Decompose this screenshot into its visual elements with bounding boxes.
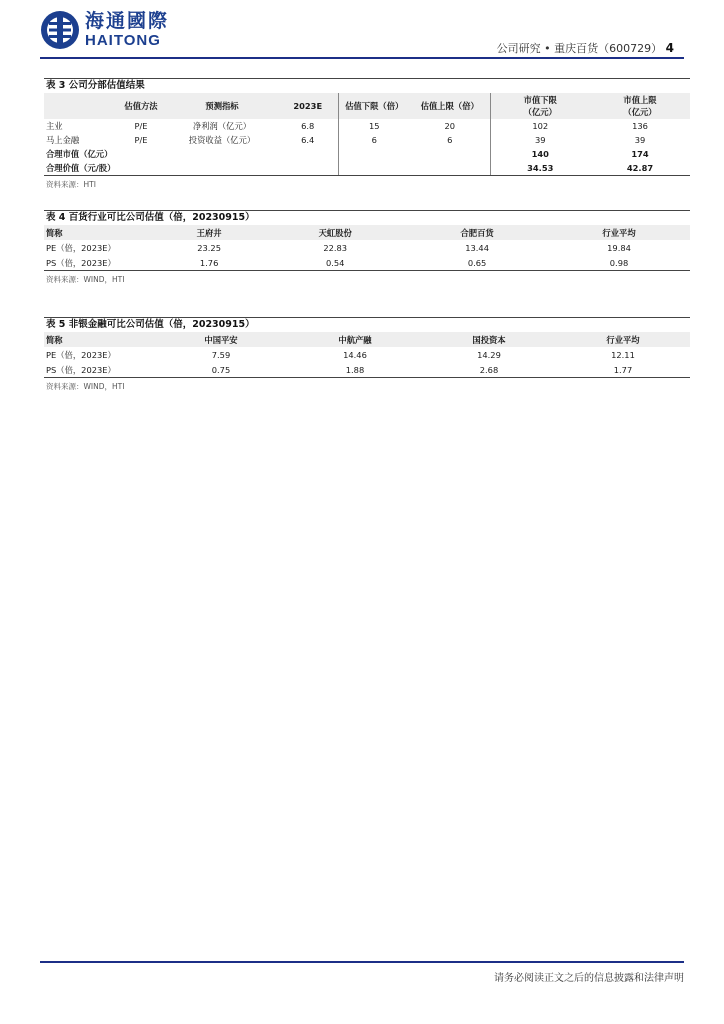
table4-header-cell: 合肥百货 — [460, 227, 494, 238]
table-cell: 0.98 — [548, 255, 690, 271]
table-row — [44, 362, 690, 378]
logo-en-text: HAITONG — [85, 32, 161, 49]
report-type: 公司研究 • 重庆百货（600729） — [496, 42, 663, 55]
table5-header-cell: 中国平安 — [204, 334, 238, 345]
table4-source: 资料来源：WIND，HTI — [46, 275, 125, 284]
table-cell: 13.44 — [465, 242, 489, 253]
fair-market-cap-low: 140 — [490, 147, 590, 161]
table-cell: PE（倍，2023E） — [46, 349, 116, 360]
table-row — [44, 133, 690, 147]
table-cell: 1.77 — [556, 362, 690, 378]
table-row — [44, 255, 690, 271]
table5-header-cell: 国投资本 — [472, 334, 506, 345]
table4-header-cell: 行业平均 — [602, 227, 636, 238]
table3-title: 表 3 公司分部估值结果 — [46, 80, 145, 91]
table-cell: 6.4 — [301, 135, 315, 145]
table-cell: 6.8 — [301, 121, 315, 131]
fair-price-label: 合理价值（元/股） — [44, 161, 338, 176]
header-divider — [40, 57, 684, 59]
table5-header-cell: 行业平均 — [606, 334, 640, 345]
table-cell: 2.68 — [422, 362, 556, 378]
table4 — [44, 225, 690, 271]
table5 — [44, 332, 690, 378]
table-cell: 0.54 — [264, 255, 406, 271]
table-cell: 15 — [338, 119, 410, 133]
table-cell: 1.76 — [154, 255, 264, 271]
table-cell: 14.29 — [477, 349, 501, 360]
table-cell: 净利润（亿元） — [192, 121, 252, 131]
table-cell: PE（倍，2023E） — [46, 242, 116, 253]
table-row-total — [44, 161, 690, 176]
table3-header-cell: 估值方法 — [124, 101, 158, 111]
table-cell: 6 — [447, 135, 453, 145]
table-cell: 1.88 — [288, 362, 422, 378]
table-row-total — [44, 147, 690, 161]
table-row — [44, 347, 690, 362]
table-cell: 39 — [634, 135, 646, 145]
table5-header-cell: 中航产融 — [338, 334, 372, 345]
table-row — [44, 119, 690, 133]
table3-header-cell — [44, 93, 116, 119]
table-cell: 14.46 — [343, 349, 367, 360]
table3-header-cell: 市值下限 （亿元） — [490, 93, 590, 119]
table-row — [44, 240, 690, 255]
table4-title: 表 4 百货行业可比公司估值（倍，20230915） — [46, 212, 255, 223]
page-number: 4 — [665, 41, 674, 55]
table4-section — [44, 210, 690, 285]
table3-header-cell: 市值上限 （亿元） — [623, 95, 657, 117]
table-cell: 20 — [444, 121, 456, 131]
table3-header-cell: 2023E — [293, 101, 323, 111]
haitong-logo-icon — [40, 10, 80, 50]
table-cell: 0.65 — [406, 255, 548, 271]
footer-divider — [40, 961, 684, 963]
table5-source: 资料来源：WIND，HTI — [46, 382, 125, 391]
table-cell: 19.84 — [607, 242, 631, 253]
table-cell: PS（倍，2023E） — [44, 362, 154, 378]
fair-price-high: 42.87 — [590, 161, 690, 176]
table-cell: 39 — [490, 133, 590, 147]
table-cell: 22.83 — [323, 242, 348, 253]
table-cell: 0.75 — [154, 362, 288, 378]
table4-header-cell: 简称 — [46, 227, 63, 238]
table-cell: 马上金融 — [46, 135, 80, 145]
table5-section — [44, 317, 690, 392]
table-cell: 6 — [338, 133, 410, 147]
table5-header-cell: 简称 — [46, 334, 63, 345]
table-cell: 23.25 — [197, 242, 221, 253]
logo-cn-text: 海通國際 — [85, 10, 170, 32]
table-cell: P/E — [134, 121, 148, 131]
table-cell: 136 — [632, 121, 648, 131]
footer-disclaimer: 请务必阅读正文之后的信息披露和法律声明 — [494, 973, 684, 984]
fair-price-low: 34.53 — [490, 161, 590, 176]
table-cell: 主业 — [46, 121, 63, 131]
fair-market-cap-high: 174 — [631, 149, 649, 159]
table3-header-cell: 预测指标 — [205, 101, 239, 111]
table3-header-cell: 估值上限（倍） — [420, 101, 479, 111]
table3 — [44, 93, 690, 176]
fair-market-cap-label: 合理市值（亿元） — [46, 149, 113, 159]
table-cell: 7.59 — [211, 349, 231, 360]
table4-header-cell: 王府井 — [196, 227, 222, 238]
company-logo — [40, 10, 169, 50]
table3-header-cell: 估值下限（倍） — [338, 93, 410, 119]
table-cell: PS（倍，2023E） — [44, 255, 154, 271]
table3-section — [44, 78, 690, 190]
table-cell: 12.11 — [611, 349, 635, 360]
table-cell: P/E — [134, 135, 148, 145]
table-cell: 投资收益（亿元） — [188, 135, 256, 145]
table4-header-cell: 天虹股份 — [318, 227, 352, 238]
table5-title: 表 5 非银金融可比公司估值（倍，20230915） — [46, 319, 255, 330]
table3-source: 资料来源：HTI — [46, 180, 96, 189]
table-cell: 102 — [490, 119, 590, 133]
report-header — [497, 40, 674, 56]
